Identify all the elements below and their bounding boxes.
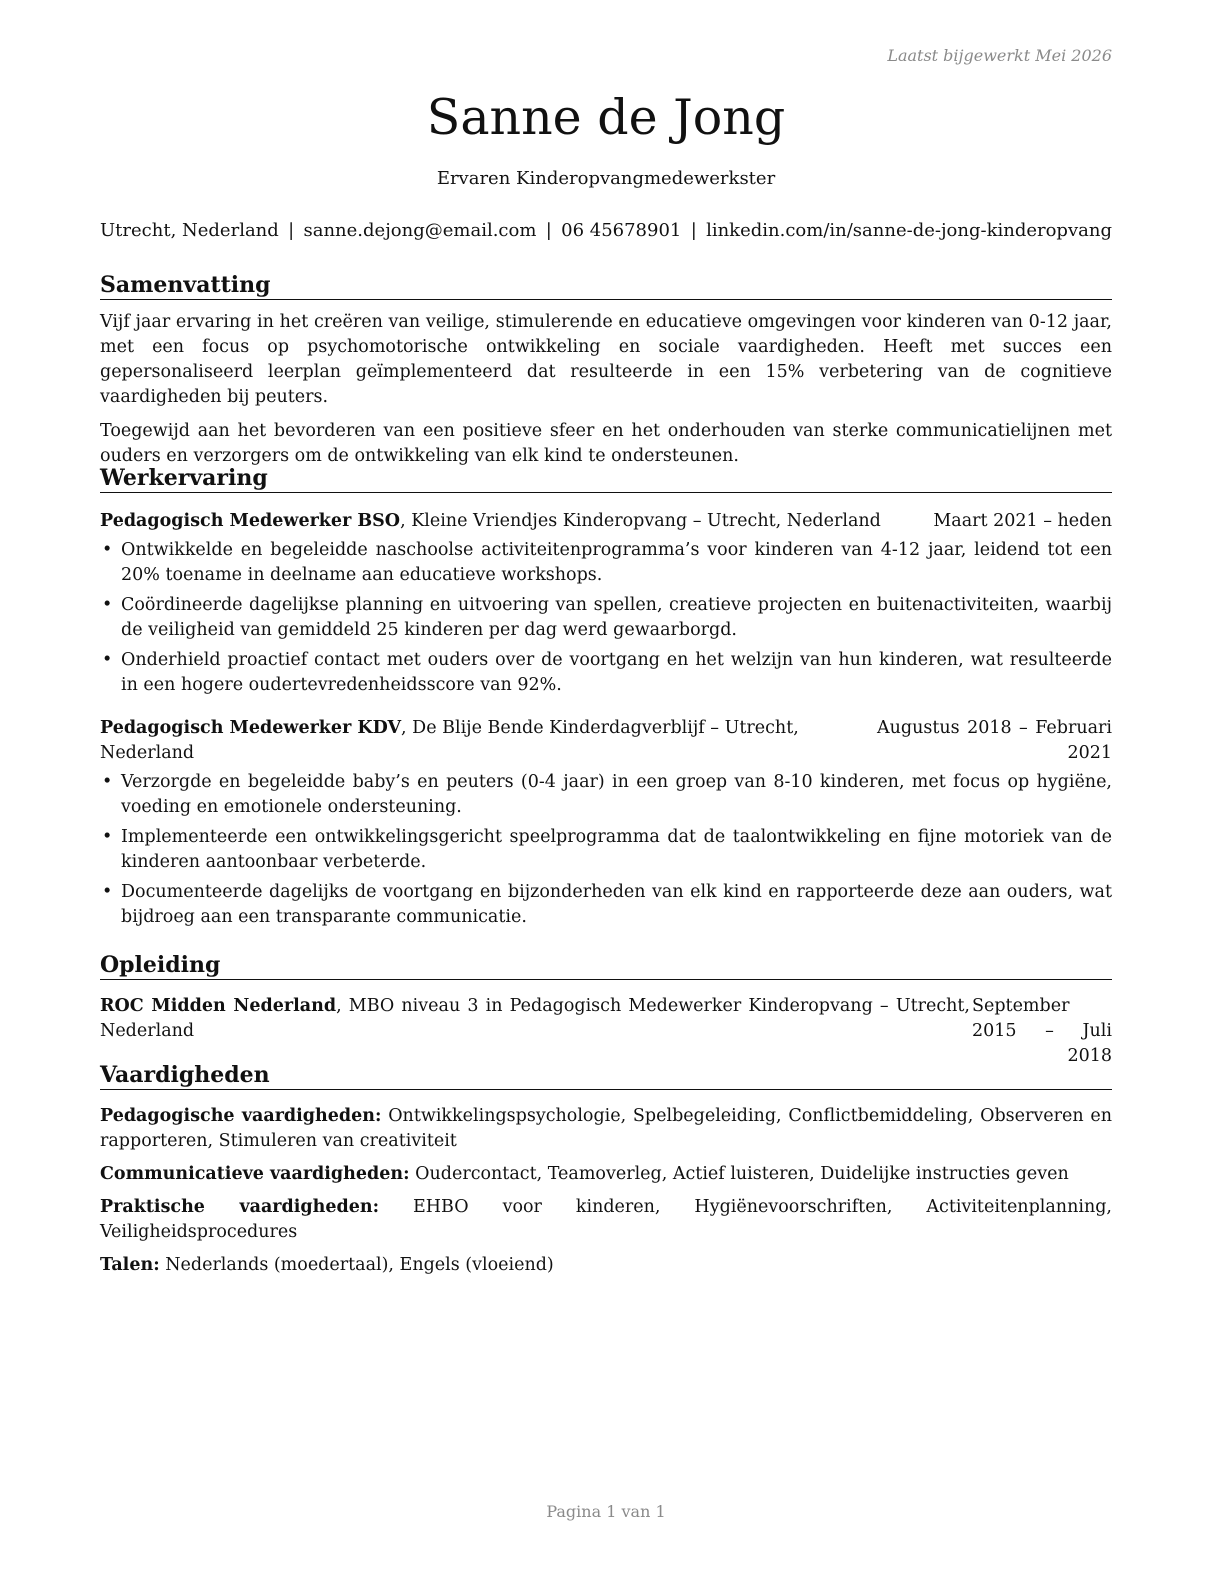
person-name: Sanne de Jong xyxy=(426,89,786,146)
skill-line xyxy=(100,1104,1112,1154)
summary-paragraph-2: Toegewijd aan het bevorderen van een positieve sfeer en het onderhouden van sterke communicatielijnen met ouders en verzorgers om de ontwikkeling van elk kind te ondersteunen. xyxy=(100,421,1112,466)
job-organization: , De Blije Bende Kinderdagverblijf – Utrecht, Nederland xyxy=(100,718,799,763)
education-detail: , MBO niveau 3 in Pedagogisch Medewerker Kinderopvang – Utrecht, Nederland xyxy=(100,996,970,1041)
contact-location: Utrecht, Nederland xyxy=(100,220,279,241)
job-bullets xyxy=(100,770,1112,930)
contact-email[interactable]: sanne.dejong@email.com xyxy=(303,220,537,241)
contact-bar xyxy=(100,220,1112,241)
skill-value: Nederlands (moedertaal), Engels (vloeiend) xyxy=(159,1255,554,1275)
list-item: • Onderhield proactief contact met ouders over de voortgang en het welzijn van hun kinderen, wat resulteerde in een hogere oudertevredenheidsscore van 92%. xyxy=(100,648,1112,698)
contact-linkedin[interactable]: linkedin.com/in/sanne-de-jong-kinderopvang xyxy=(706,220,1112,241)
skill-value: Oudercontact, Teamoverleg, Actief luisteren, Duidelijke instructies geven xyxy=(409,1164,1069,1184)
section-title-summary: Samenvatting xyxy=(100,272,1112,300)
skill-value: Ontwikkelingspsychologie, Spelbegeleiding, Conflictbemiddeling, Observeren en rapporteren, Stimuleren van creativiteit xyxy=(100,1106,1113,1151)
skill-line xyxy=(100,1195,1112,1245)
skill-line xyxy=(100,1253,1112,1278)
contact-separator: | xyxy=(288,220,295,241)
skills-section xyxy=(100,1062,1112,1278)
last-updated: Laatst bijgewerkt Mei 2026 xyxy=(887,46,1112,65)
summary-paragraph-1: Vijf jaar ervaring in het creëren van veilige, stimulerende en educatieve omgevingen voor kinderen van 0-12 jaar, met een focus op psychomotorische ontwikkeling en sociale vaardigheden. Heeft met succes een gepersonaliseerd leerplan geïmplementeerd dat resulteerde in een 15% verbetering van de cognitieve vaardigheden bij peuters. xyxy=(100,312,1112,407)
person-subtitle: Ervaren Kinderopvangmedewerkster xyxy=(436,168,776,189)
experience-section xyxy=(100,465,1112,935)
page-number: Pagina 1 van 1 xyxy=(546,1502,666,1521)
list-item: • Documenteerde dagelijks de voortgang en bijzonderheden van elk kind en rapporteerde deze aan ouders, wat bijdroeg aan een transparante communicatie. xyxy=(100,880,1112,930)
contact-separator: | xyxy=(545,220,552,241)
job-header xyxy=(100,716,1112,766)
list-item: • Ontwikkelde en begeleidde naschoolse activiteitenprogramma’s voor kinderen van 4-12 jaar, leidend tot een 20% toename in deelname aan educatieve workshops. xyxy=(100,538,1112,588)
skill-line xyxy=(100,1162,1112,1187)
skill-value: EHBO voor kinderen, Hygiënevoorschriften, Activiteitenplanning, Veiligheidsprocedures xyxy=(100,1197,1112,1242)
section-title-skills: Vaardigheden xyxy=(100,1062,1112,1090)
list-item: • Implementeerde een ontwikkelingsgericht speelprogramma dat de taalontwikkeling en fijne motoriek van de kinderen aantoonbaar verbeterde. xyxy=(100,825,1112,875)
list-item: • Coördineerde dagelijkse planning en uitvoering van spellen, creatieve projecten en buitenactiviteiten, waarbij de veiligheid van gemiddeld 25 kinderen per dag werd gewaarborgd. xyxy=(100,593,1112,643)
skill-label: Pedagogische vaardigheden: xyxy=(100,1106,382,1126)
job-dates: Maart 2021 – heden xyxy=(933,511,1112,531)
job-role: Pedagogisch Medewerker KDV xyxy=(100,718,402,738)
resume-page xyxy=(100,0,1112,1584)
contact-phone: 06 45678901 xyxy=(561,220,682,241)
section-title-education: Opleiding xyxy=(100,952,1112,980)
job-header xyxy=(100,509,1112,534)
education-dates: September 2015 – Juli 2018 xyxy=(972,996,1112,1066)
skill-label: Communicatieve vaardigheden: xyxy=(100,1164,410,1184)
list-item: • Verzorgde en begeleidde baby’s en peuters (0-4 jaar) in een groep van 8-10 kinderen, met focus op hygiëne, voeding en emotionele ondersteuning. xyxy=(100,770,1112,820)
summary-section xyxy=(100,272,1112,469)
skill-label: Praktische vaardigheden: xyxy=(100,1197,380,1217)
contact-separator: | xyxy=(690,220,697,241)
section-title-experience: Werkervaring xyxy=(100,465,1112,493)
skill-label: Talen: xyxy=(100,1255,160,1275)
job-dates: Augustus 2018 – Februari 2021 xyxy=(877,718,1112,763)
job-organization: , Kleine Vriendjes Kinderopvang – Utrecht, Nederland xyxy=(400,511,881,531)
education-section xyxy=(100,952,1112,1069)
job-role: Pedagogisch Medewerker BSO xyxy=(100,511,401,531)
education-school: ROC Midden Nederland xyxy=(100,996,337,1016)
education-entry xyxy=(100,994,1112,1069)
job-bullets xyxy=(100,538,1112,698)
